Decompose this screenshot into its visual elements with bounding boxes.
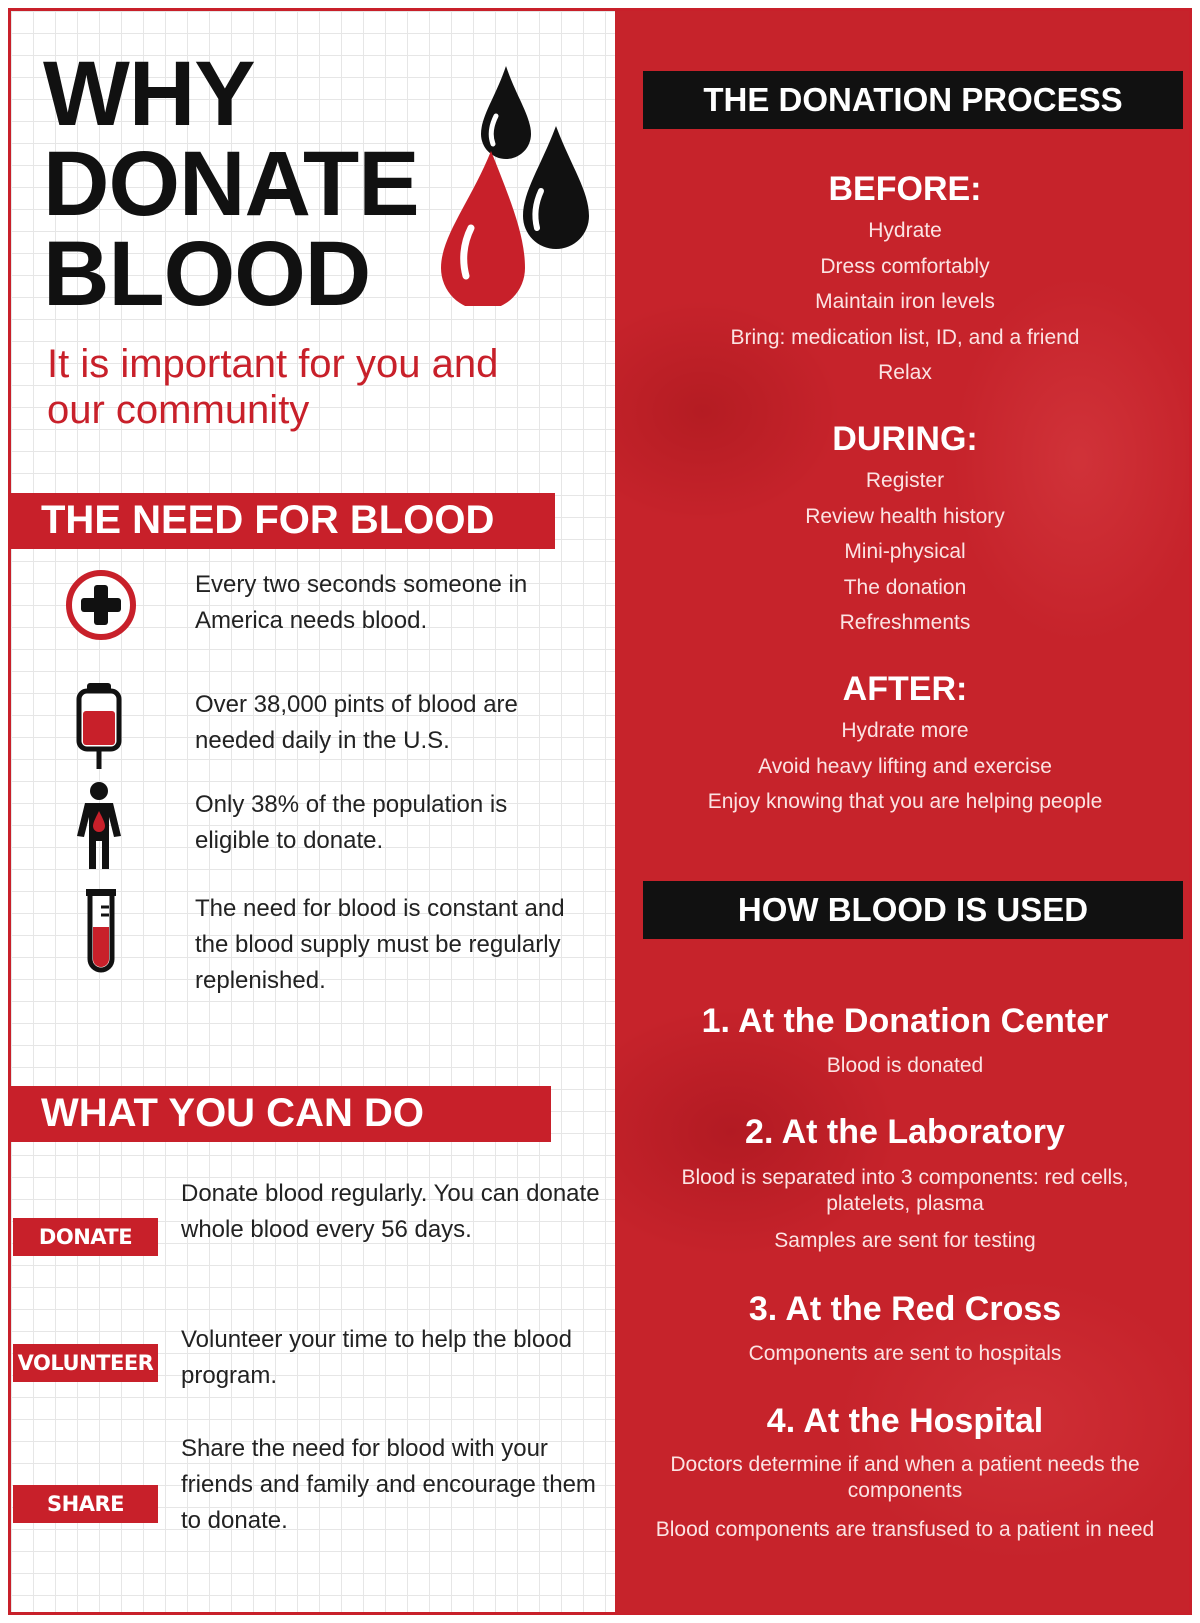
blood-drops-icon [441, 56, 611, 306]
list-item: Dress comfortably [820, 254, 990, 278]
volunteer-tag: VOLUNTEER [13, 1344, 158, 1382]
step-description: Components are sent to hospitals [748, 1342, 1062, 1365]
list-item: Register [865, 469, 945, 492]
left-column [11, 11, 615, 1612]
step-title: 1. At the Donation Center [701, 1002, 1109, 1040]
step-description: Samples are sent for testing [774, 1229, 1036, 1252]
list-item: Maintain iron levels [815, 290, 995, 313]
medical-cross-icon [61, 565, 141, 655]
list-item: Relax [878, 361, 932, 384]
step-description: Blood components are transfused to a patient in need [655, 1518, 1155, 1541]
phase-title-after: AFTER: [842, 670, 968, 708]
subtitle: It is important for you and our community [47, 342, 499, 432]
step-title: 4. At the Hospital [766, 1402, 1044, 1440]
right-column [615, 11, 1192, 1612]
step-description: Blood is separated into 3 components: red cells, platelets, plasma [681, 1166, 1129, 1215]
list-item: Hydrate [868, 219, 942, 242]
step-title: 3. At the Red Cross [748, 1290, 1062, 1328]
test-tube-icon [61, 887, 141, 977]
list-item: Refreshments [839, 611, 971, 634]
step-description: Blood is donated [826, 1054, 984, 1077]
do-text: Share the need for blood with your friends and family and encourage them to donate. [181, 1435, 596, 1534]
list-item: The donation [843, 575, 967, 599]
phase-list-before [615, 213, 1192, 391]
share-tag: SHARE [13, 1485, 158, 1523]
used-section-heading: HOW BLOOD IS USED [643, 881, 1183, 939]
step-description: Doctors determine if and when a patient needs the components [670, 1453, 1140, 1502]
need-section-heading: THE NEED FOR BLOOD [11, 493, 555, 549]
step-title: 2. At the Laboratory [745, 1113, 1065, 1151]
phase-title-before: BEFORE: [828, 170, 982, 208]
title-line: BLOOD [43, 223, 371, 325]
infographic-frame [8, 8, 1192, 1615]
list-item: Mini-physical [844, 540, 966, 563]
phase-list-during [615, 463, 1192, 641]
list-item: Bring: medication list, ID, and a friend [730, 325, 1080, 349]
phase-title-during: DURING: [832, 420, 978, 458]
person-icon [61, 781, 141, 871]
list-item: Avoid heavy lifting and exercise [758, 754, 1052, 778]
do-text: Donate blood regularly. You can donate whole blood every 56 days. [181, 1180, 600, 1243]
do-text: Volunteer your time to help the blood program. [181, 1326, 572, 1389]
list-item: Enjoy knowing that you are helping people [707, 790, 1103, 813]
blood-bag-icon [61, 681, 141, 771]
donate-tag: DONATE [13, 1218, 158, 1256]
need-text: The need for blood is constant and the blood supply must be regularly replenished. [195, 895, 565, 994]
list-item: Hydrate more [841, 719, 969, 742]
list-item: Review health history [805, 504, 1005, 528]
title-line: WHY [43, 43, 255, 145]
need-text: Only 38% of the population is eligible to donate. [195, 791, 508, 854]
title-line: DONATE [43, 133, 419, 235]
what-section-heading: WHAT YOU CAN DO [11, 1086, 551, 1142]
need-text: Over 38,000 pints of blood are needed daily in the U.S. [195, 691, 518, 754]
phase-list-after [615, 713, 1192, 820]
process-section-heading: THE DONATION PROCESS [643, 71, 1183, 129]
page-title [43, 43, 463, 325]
need-text: Every two seconds someone in America needs blood. [195, 571, 528, 634]
